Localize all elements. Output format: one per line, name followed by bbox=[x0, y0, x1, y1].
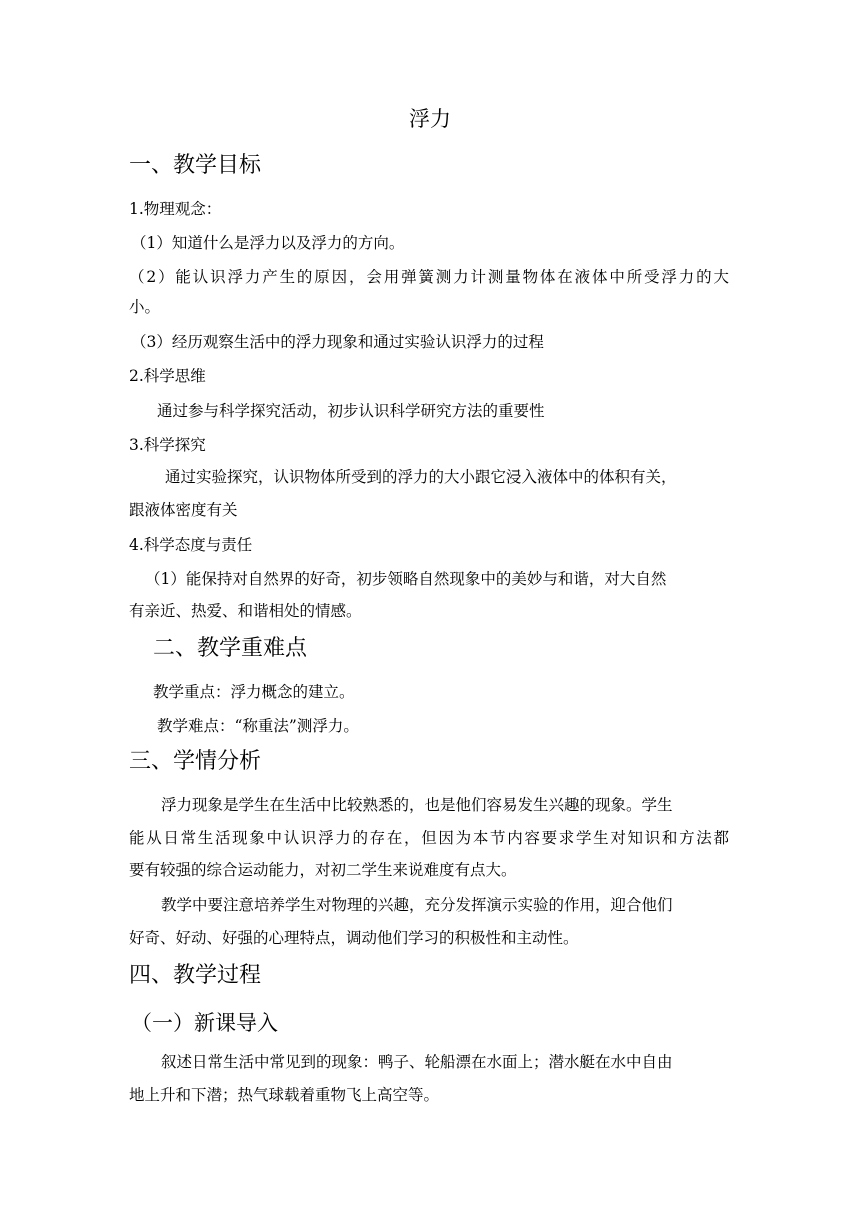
difficulty-point: 教学难点：“称重法”测浮力。 bbox=[157, 717, 359, 735]
objective-item: （1）知道什么是浮力以及浮力的方向。 bbox=[131, 234, 405, 252]
analysis-paragraph-line: 好奇、好动、好强的心理特点，调动他们学习的积极性和主动性。 bbox=[129, 929, 579, 947]
section-heading-teaching-process: 四、教学过程 bbox=[129, 963, 262, 988]
subheading-attitude: 4.科学态度与责任 bbox=[129, 536, 253, 554]
analysis-paragraph: 浮力现象是学生在生活中比较熟悉的，也是他们容易发生兴趣的现象。学生 bbox=[161, 796, 673, 814]
analysis-paragraph-line: 要有较强的综合运动能力，对初二学生来说难度有点大。 bbox=[129, 861, 517, 879]
process-paragraph-line: 地上升和下潜；热气球载着重物飞上高空等。 bbox=[129, 1086, 440, 1104]
objective-item: （3）经历观察生活中的浮力现象和通过实验认识浮力的过程 bbox=[131, 333, 544, 351]
subheading-physics-concept: 1.物理观念： bbox=[129, 200, 222, 218]
analysis-paragraph: 教学中要注意培养学生对物理的兴趣，充分发挥演示实验的作用，迎合他们 bbox=[161, 896, 673, 914]
objective-item: （2）能认识浮力产生的原因，会用弹簧测力计测量物体在液体中所受浮力的大 bbox=[129, 268, 729, 286]
section-heading-student-analysis: 三、学情分析 bbox=[129, 749, 262, 774]
objective-paragraph: 通过实验探究，认识物体所受到的浮力的大小跟它浸入液体中的体积有关， bbox=[165, 468, 677, 486]
objective-paragraph-continued: 跟液体密度有关 bbox=[129, 501, 238, 519]
key-point: 教学重点：浮力概念的建立。 bbox=[153, 683, 355, 701]
analysis-paragraph-line: 能从日常生活现象中认识浮力的存在，但因为本节内容要求学生对知识和方法都 bbox=[129, 829, 729, 847]
subsection-heading-introduction: （一）新课导入 bbox=[131, 1011, 278, 1035]
objective-paragraph-continued: 有亲近、热爱、和谐相处的情感。 bbox=[129, 602, 362, 620]
subheading-scientific-thinking: 2.科学思维 bbox=[129, 367, 206, 385]
objective-paragraph: 通过参与科学探究活动，初步认识科学研究方法的重要性 bbox=[157, 402, 545, 420]
process-paragraph: 叙述日常生活中常见到的现象：鸭子、轮船漂在水面上；潜水艇在水中自由 bbox=[161, 1053, 673, 1071]
subheading-scientific-inquiry: 3.科学探究 bbox=[129, 436, 206, 454]
document-title: 浮力 bbox=[409, 107, 451, 131]
section-heading-key-points: 二、教学重难点 bbox=[153, 636, 308, 661]
section-heading-objectives: 一、教学目标 bbox=[129, 153, 262, 178]
objective-item-continued: 小。 bbox=[129, 298, 161, 316]
objective-paragraph: （1）能保持对自然界的好奇，初步领略自然现象中的美妙与和谐，对大自然 bbox=[145, 570, 667, 588]
